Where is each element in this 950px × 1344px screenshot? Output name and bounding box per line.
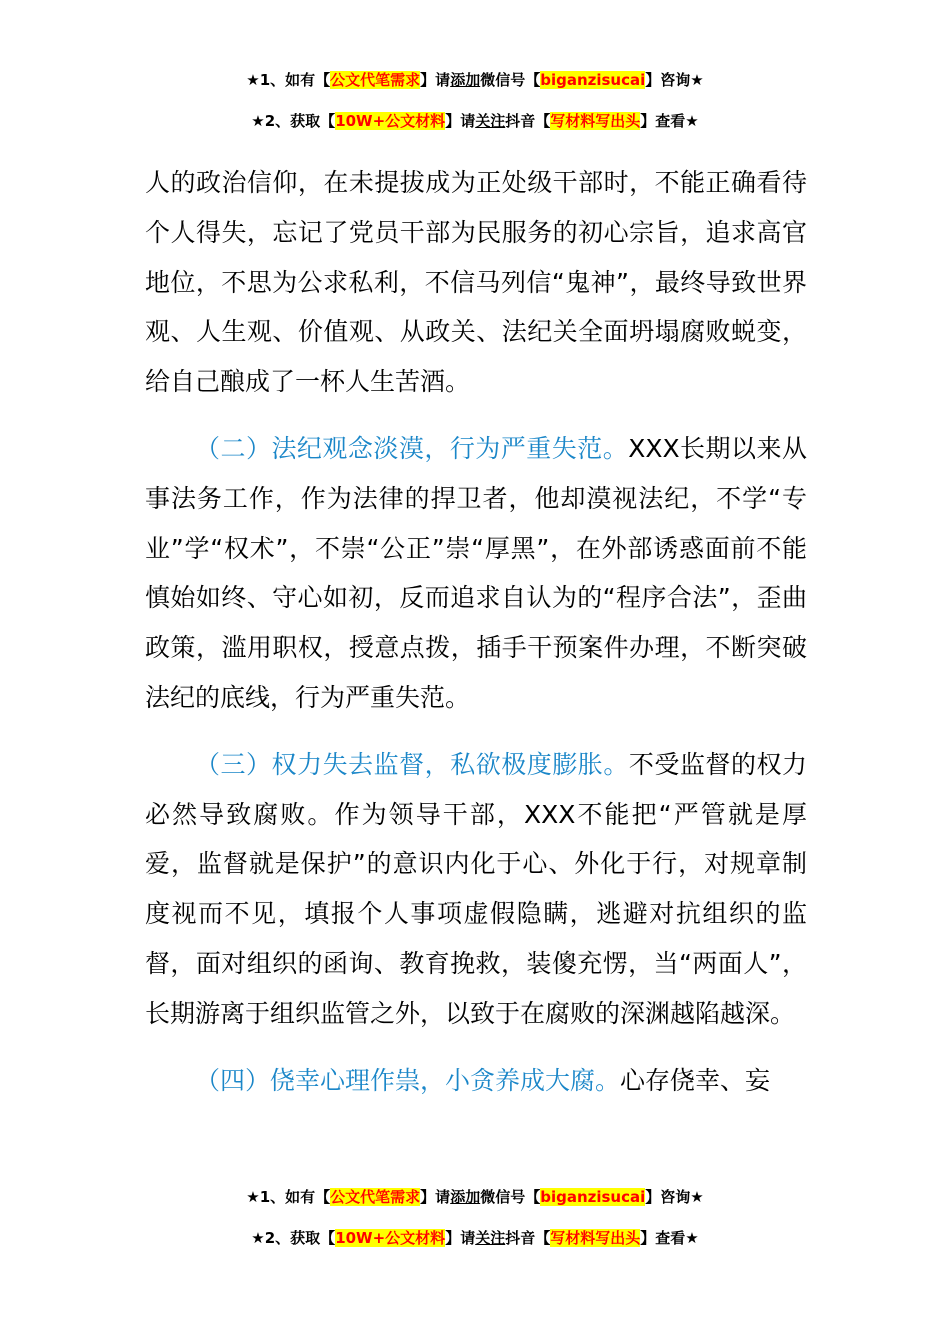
banner-text: 抖音【 <box>505 1229 551 1247</box>
banner-highlight: 写材料写出头 <box>550 112 641 130</box>
banner-highlight: 10W+公文材料 <box>335 1229 446 1247</box>
banner-text: 】咨询★ <box>645 71 704 89</box>
banner-text: 】查看★ <box>640 112 699 130</box>
section-heading: （四）侥幸心理作祟，小贪养成大腐。 <box>195 1065 621 1095</box>
section-4 <box>145 1056 807 1106</box>
header-banner-line-2 <box>0 110 950 132</box>
paragraph-continued: 人的政治信仰，在未提拔成为正处级干部时，不能正确看待个人得失，忘记了党员干部为民服务的初心宗旨，追求高官地位，不思为公求私利，不信马列信“鬼神”，最终导致世界观、人生观、价值观、从政关、法纪关全面坍塌腐败蜕变，给自己酿成了一杯人生苦酒。 <box>145 168 807 397</box>
banner-highlight: 公文代笔需求 <box>330 71 421 89</box>
document-body <box>145 158 807 1105</box>
banner-highlight: biganzisucai <box>540 1188 646 1206</box>
section-3 <box>145 740 807 1039</box>
banner-underline: 关注 <box>475 112 506 130</box>
banner-highlight: 公文代笔需求 <box>330 1188 421 1206</box>
banner-text: 】请 <box>420 1188 451 1206</box>
banner-text: ★2、获取【 <box>251 112 336 130</box>
section-2 <box>145 424 807 723</box>
banner-text: ★2、获取【 <box>251 1229 336 1247</box>
banner-text: 】查看★ <box>640 1229 699 1247</box>
banner-text: 】请 <box>445 1229 476 1247</box>
banner-highlight: biganzisucai <box>540 71 646 89</box>
banner-text: 】咨询★ <box>645 1188 704 1206</box>
banner-text: 】请 <box>445 112 476 130</box>
banner-text: ★1、如有【 <box>246 71 331 89</box>
banner-text: ★1、如有【 <box>246 1188 331 1206</box>
section-text: XXX长期以来从事法务工作，作为法律的捍卫者，他却漠视法纪，不学“专业”学“权术”，不崇“公正”崇“厚黑”，在外部诱惑面前不能慎始如终、守心如初，反而追求自认为的“程序合法”，歪曲政策，滥用职权，授意点拨，插手干预案件办理，不断突破法纪的底线，行为严重失范。 <box>145 433 807 712</box>
banner-text: 】请 <box>420 71 451 89</box>
banner-underline: 关注 <box>475 1229 506 1247</box>
banner-text: 抖音【 <box>505 112 551 130</box>
section-heading: （二）法纪观念淡漠，行为严重失范。 <box>195 433 629 463</box>
header-banner-line-1 <box>0 69 950 91</box>
banner-text: 微信号【 <box>480 71 541 89</box>
banner-underline: 添加 <box>450 1188 481 1206</box>
footer-banner-line-2 <box>0 1227 950 1249</box>
section-heading: （三）权力失去监督，私欲极度膨胀。 <box>195 749 629 779</box>
banner-highlight: 10W+公文材料 <box>335 112 446 130</box>
banner-text: 微信号【 <box>480 1188 541 1206</box>
section-text: 心存侥幸、妄 <box>620 1065 771 1095</box>
footer-banner-line-1 <box>0 1186 950 1208</box>
banner-underline: 添加 <box>450 71 481 89</box>
section-text: 不受监督的权力必然导致腐败。作为领导干部，XXX不能把“严管就是厚爱，监督就是保护”的意识内化于心、外化于行，对规章制度视而不见，填报个人事项虚假隐瞒，逃避对抗组织的监督，面对组织的函询、教育挽救，装傻充愣，当“两面人”，长期游离于组织监管之外，以致于在腐败的深渊越陷越深。 <box>145 749 807 1028</box>
banner-highlight: 写材料写出头 <box>550 1229 641 1247</box>
